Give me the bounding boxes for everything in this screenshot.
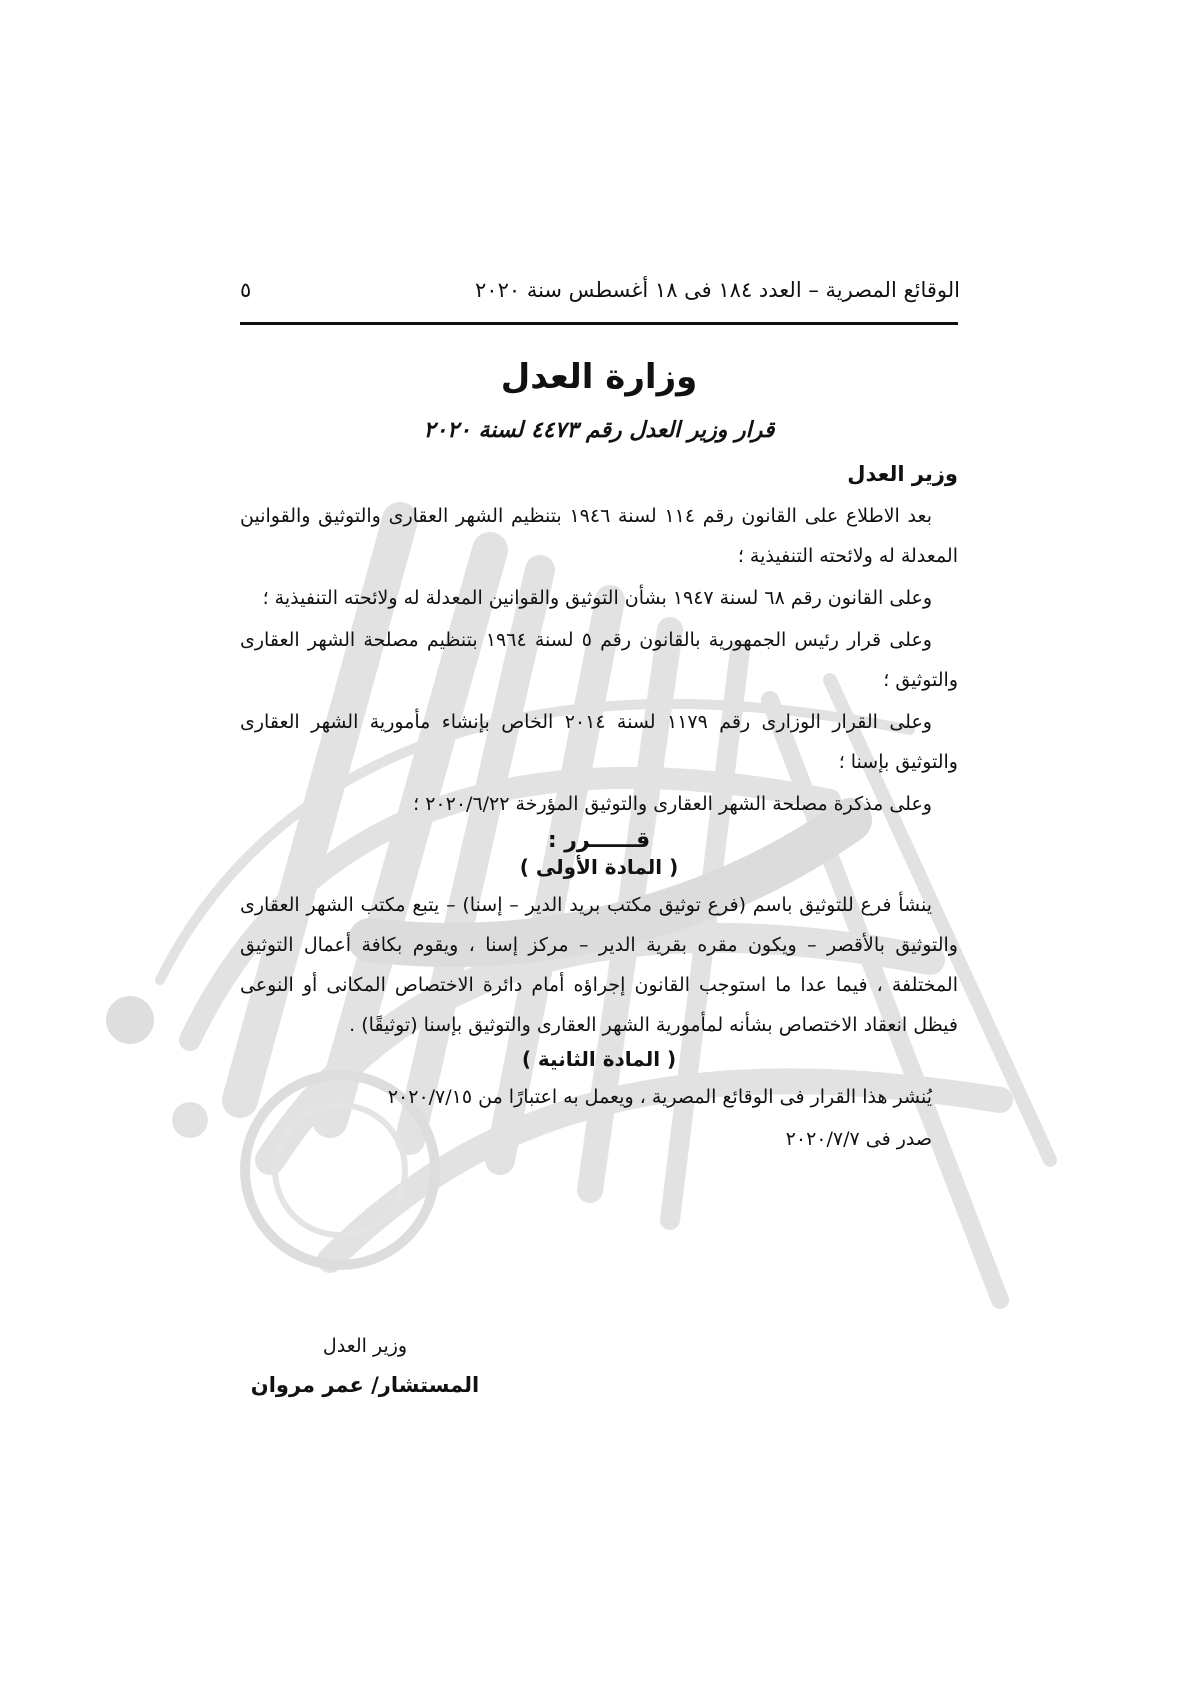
decides-heading: قــــــرر : xyxy=(547,828,651,853)
preamble-paragraph-3: وعلى قرار رئيس الجمهورية بالقانون رقم ٥ لسنة ١٩٦٤ بتنظيم مصلحة الشهر العقارى والتوثيق ؛ xyxy=(240,629,958,691)
gazette-title: الوقائع المصرية – العدد ١٨٤ فى ١٨ أغسطس سنة ٢٠٢٠ xyxy=(475,278,960,302)
preamble-paragraph-1: بعد الاطلاع على القانون رقم ١١٤ لسنة ١٩٤٦ بتنظيم الشهر العقارى والتوثيق والقوانين المعدلة له ولائحته التنفيذية ؛ xyxy=(240,505,958,567)
page-header xyxy=(240,270,960,310)
article-1-title: ( المادة الأولى ) xyxy=(519,855,679,879)
decision-body xyxy=(240,462,958,1161)
signature-block xyxy=(250,1335,480,1397)
article-2-text: يُنشر هذا القرار فى الوقائع المصرية ، ويعمل به اعتبارًا من ٢٠٢٠/٧/١٥ xyxy=(387,1086,932,1108)
article-2-title: ( المادة الثانية ) xyxy=(521,1047,677,1071)
signature-title: وزير العدل xyxy=(322,1335,408,1357)
ministry-title: وزارة العدل xyxy=(500,357,698,397)
decision-title: قرار وزير العدل رقم ٤٤٧٣ لسنة ٢٠٢٠ xyxy=(423,418,775,443)
header-divider xyxy=(240,322,958,325)
article-1-text: ينشأ فرع للتوثيق باسم (فرع توثيق مكتب بريد الدير – إسنا) – يتبع مكتب الشهر العقارى والتوثيق بالأقصر – ويكون مقره بقرية الدير – مركز إسنا ، ويقوم بكافة أعمال التوثيق المختلفة ، فيما عدا ما استوجب القانون إجراؤه أمام دائرة الاختصاص المكانى أو النوعى فيظل انعقاد الاختصاص بشأنه لمأمورية الشهر العقارى والتوثيق بإسنا (توثيقًا) . xyxy=(240,894,958,1036)
minister-heading: وزير العدل xyxy=(847,462,958,486)
page-number: ٥ xyxy=(240,278,252,302)
issued-date: صدر فى ٢٠٢٠/٧/٧ xyxy=(785,1128,932,1150)
preamble-paragraph-2: وعلى القانون رقم ٦٨ لسنة ١٩٤٧ بشأن التوثيق والقوانين المعدلة له ولائحته التنفيذية ؛ xyxy=(262,587,932,609)
preamble-paragraph-5: وعلى مذكرة مصلحة الشهر العقارى والتوثيق المؤرخة ٢٠٢٠/٦/٢٢ ؛ xyxy=(413,793,932,815)
signature-name: المستشار/ عمر مروان xyxy=(250,1373,480,1397)
preamble-paragraph-4: وعلى القرار الوزارى رقم ١١٧٩ لسنة ٢٠١٤ الخاص بإنشاء مأمورية الشهر العقارى والتوثيق بإسنا ؛ xyxy=(240,711,958,773)
